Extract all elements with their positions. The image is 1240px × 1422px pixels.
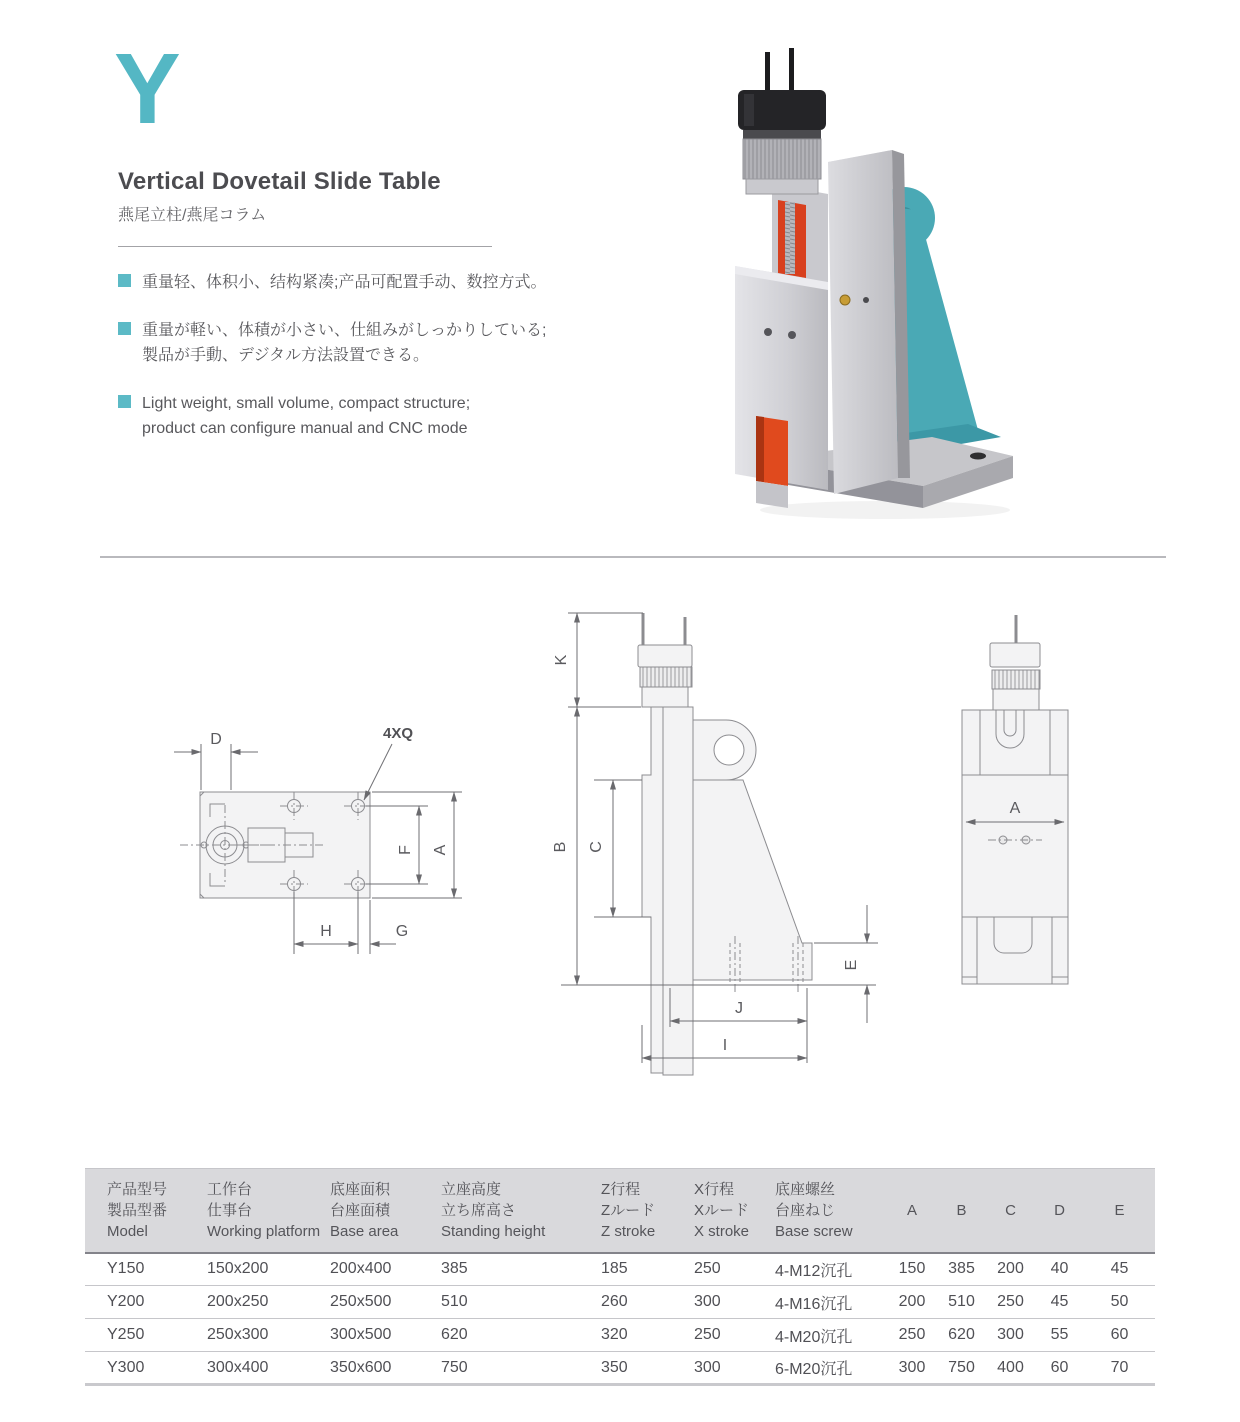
- spec-table: [85, 1168, 1155, 1386]
- header-line: X stroke: [694, 1222, 750, 1240]
- feature-item-cn: [118, 270, 598, 295]
- photo-micrometer-head: [738, 48, 826, 194]
- section-divider: [100, 556, 1166, 558]
- col-header-e: [1084, 1169, 1155, 1253]
- header-line: 台座面積: [330, 1201, 391, 1219]
- series-letter: Y: [114, 33, 179, 145]
- header-line: 工作台: [207, 1180, 253, 1198]
- cell: 250: [694, 1319, 775, 1352]
- cell: 70: [1084, 1352, 1155, 1385]
- col-header-d: [1035, 1169, 1084, 1253]
- cell: 300x500: [330, 1319, 441, 1352]
- col-header-a: [887, 1169, 937, 1253]
- cell: 60: [1035, 1352, 1084, 1385]
- cell: 60: [1084, 1319, 1155, 1352]
- header-line: 底座螺丝: [775, 1180, 836, 1198]
- cell: 250x300: [207, 1319, 330, 1352]
- cell: 385: [441, 1260, 468, 1278]
- header-line: 产品型号: [107, 1180, 168, 1198]
- cell: 750: [441, 1352, 601, 1385]
- hole-callout-label: 4XQ: [382, 725, 414, 742]
- header-line: 立座高度: [441, 1180, 502, 1198]
- header-line: 仕事台: [207, 1201, 253, 1219]
- page-subtitle: 燕尾立柱/燕尾コラム: [118, 207, 267, 224]
- cell-model: Y250: [85, 1319, 207, 1352]
- cell: 200: [997, 1260, 1024, 1278]
- cell: 750: [937, 1352, 986, 1385]
- cell: 45: [1110, 1260, 1129, 1278]
- cell: 150x200: [207, 1260, 269, 1278]
- col-header-model: [85, 1169, 207, 1253]
- front-view-drawing: [930, 592, 1170, 1042]
- table-header-row: [85, 1169, 1155, 1253]
- cell: 4-M20沉孔: [775, 1319, 887, 1352]
- cell: 200: [887, 1286, 937, 1319]
- cell: 510: [937, 1286, 986, 1319]
- col-header-x-stroke: [694, 1169, 775, 1253]
- cell: 200x400: [330, 1260, 392, 1278]
- col-header-standing-height: [441, 1169, 601, 1253]
- dim-label-k: K: [553, 654, 570, 666]
- cell-model: Y150: [107, 1260, 145, 1278]
- cell: 300x400: [207, 1352, 330, 1385]
- feature-line: Light weight, small volume, compact structure;: [142, 395, 471, 412]
- cell: 4-M16沉孔: [775, 1286, 887, 1319]
- bullet-square-icon: [118, 274, 131, 287]
- cell: 200x250: [207, 1286, 330, 1319]
- dim-label-f: F: [397, 845, 414, 855]
- cell: 260: [601, 1286, 694, 1319]
- cell: 400: [986, 1352, 1035, 1385]
- header-line: Base screw: [775, 1222, 853, 1240]
- dim-label-d: D: [210, 731, 222, 748]
- header-line: 立ち席高さ: [441, 1201, 517, 1219]
- feature-line: 製品が手動、デジタル方法設置できる。: [142, 347, 430, 364]
- header-line: E: [1114, 1201, 1125, 1219]
- product-photo: [680, 38, 1020, 528]
- cell: 620: [937, 1319, 986, 1352]
- header-line: Model: [107, 1222, 148, 1240]
- dim-label-g: G: [395, 923, 409, 940]
- header-line: Working platform: [207, 1222, 321, 1240]
- cell: 55: [1035, 1319, 1084, 1352]
- header-line: A: [906, 1201, 917, 1219]
- side-view-drawing: [530, 595, 880, 1085]
- feature-line: 重量が軽い、体積が小さい、仕組みがしっかりしている;: [142, 322, 547, 339]
- cell-model: Y200: [85, 1286, 207, 1319]
- col-header-base-screw: [775, 1169, 887, 1253]
- feature-line: 重量轻、体积小、结构紧凑;产品可配置手动、数控方式。: [142, 274, 547, 291]
- photo-shadow: [760, 501, 1010, 519]
- header-line: 製品型番: [107, 1201, 168, 1219]
- cell: 45: [1035, 1286, 1084, 1319]
- dim-label-j: J: [735, 1000, 743, 1017]
- cell: 4-M12沉孔: [775, 1262, 853, 1280]
- header-line: B: [956, 1201, 967, 1219]
- dim-label-a-front: A: [1009, 800, 1021, 817]
- dim-label-b: B: [552, 841, 569, 853]
- col-header-base-area: [330, 1169, 441, 1253]
- cell: 300: [694, 1286, 775, 1319]
- bullet-square-icon: [118, 395, 131, 408]
- header-line: 底座面积: [330, 1180, 391, 1198]
- bullet-square-icon: [118, 322, 131, 335]
- table-row-y300: [85, 1352, 1155, 1385]
- cell: 620: [441, 1319, 601, 1352]
- header-line: Z行程: [601, 1180, 641, 1198]
- dim-label-c: C: [588, 841, 605, 853]
- dim-label-i: I: [722, 1037, 728, 1054]
- cell: 250: [887, 1319, 937, 1352]
- photo-saddle: [735, 266, 828, 508]
- cell: 300: [986, 1319, 1035, 1352]
- photo-fixed-column: [828, 150, 910, 494]
- header-line: X行程: [694, 1180, 735, 1198]
- feature-item-en: [118, 391, 598, 441]
- cell: 300: [694, 1352, 775, 1385]
- feature-item-jp: [118, 318, 598, 368]
- cell-model: Y300: [85, 1352, 207, 1385]
- cell: 250: [694, 1260, 721, 1278]
- header-line: Z stroke: [601, 1222, 656, 1240]
- col-header-z-stroke: [601, 1169, 694, 1253]
- header-line: Standing height: [441, 1222, 546, 1240]
- cell: 350x600: [330, 1352, 441, 1385]
- col-header-c: [986, 1169, 1035, 1253]
- page-title: Vertical Dovetail Slide Table: [118, 168, 441, 195]
- header-line: 台座ねじ: [775, 1201, 836, 1219]
- title-divider: [118, 246, 492, 247]
- cell: 320: [601, 1319, 694, 1352]
- header-line: D: [1054, 1201, 1065, 1219]
- cell: 510: [441, 1286, 601, 1319]
- cell: 250x500: [330, 1286, 441, 1319]
- side-view-outline: [638, 613, 812, 1075]
- cell: 350: [601, 1352, 694, 1385]
- photo-upper-slide: [772, 184, 828, 288]
- table-row-y250: [85, 1319, 1155, 1352]
- header-line: Base area: [330, 1222, 399, 1240]
- table-row-y200: [85, 1286, 1155, 1319]
- cell: 385: [948, 1260, 975, 1278]
- cell: 6-M20沉孔: [775, 1352, 887, 1385]
- dim-label-e: E: [843, 959, 860, 971]
- table-row-y150: [85, 1253, 1155, 1286]
- cell: 300: [887, 1352, 937, 1385]
- dim-label-a: A: [432, 844, 449, 856]
- col-header-working-platform: [207, 1169, 330, 1253]
- dim-label-h: H: [320, 923, 332, 940]
- top-view-drawing: [140, 700, 500, 1030]
- feature-line: product can configure manual and CNC mode: [142, 420, 468, 437]
- col-header-b: [937, 1169, 986, 1253]
- cell: 250: [986, 1286, 1035, 1319]
- header-line: Xルード: [694, 1201, 750, 1219]
- cell: 40: [1050, 1260, 1069, 1278]
- cell: 150: [898, 1260, 926, 1278]
- cell: 185: [601, 1260, 628, 1278]
- header-line: C: [1005, 1201, 1016, 1219]
- feature-list: [118, 270, 598, 464]
- cell: 50: [1084, 1286, 1155, 1319]
- header-line: Zルード: [601, 1201, 656, 1219]
